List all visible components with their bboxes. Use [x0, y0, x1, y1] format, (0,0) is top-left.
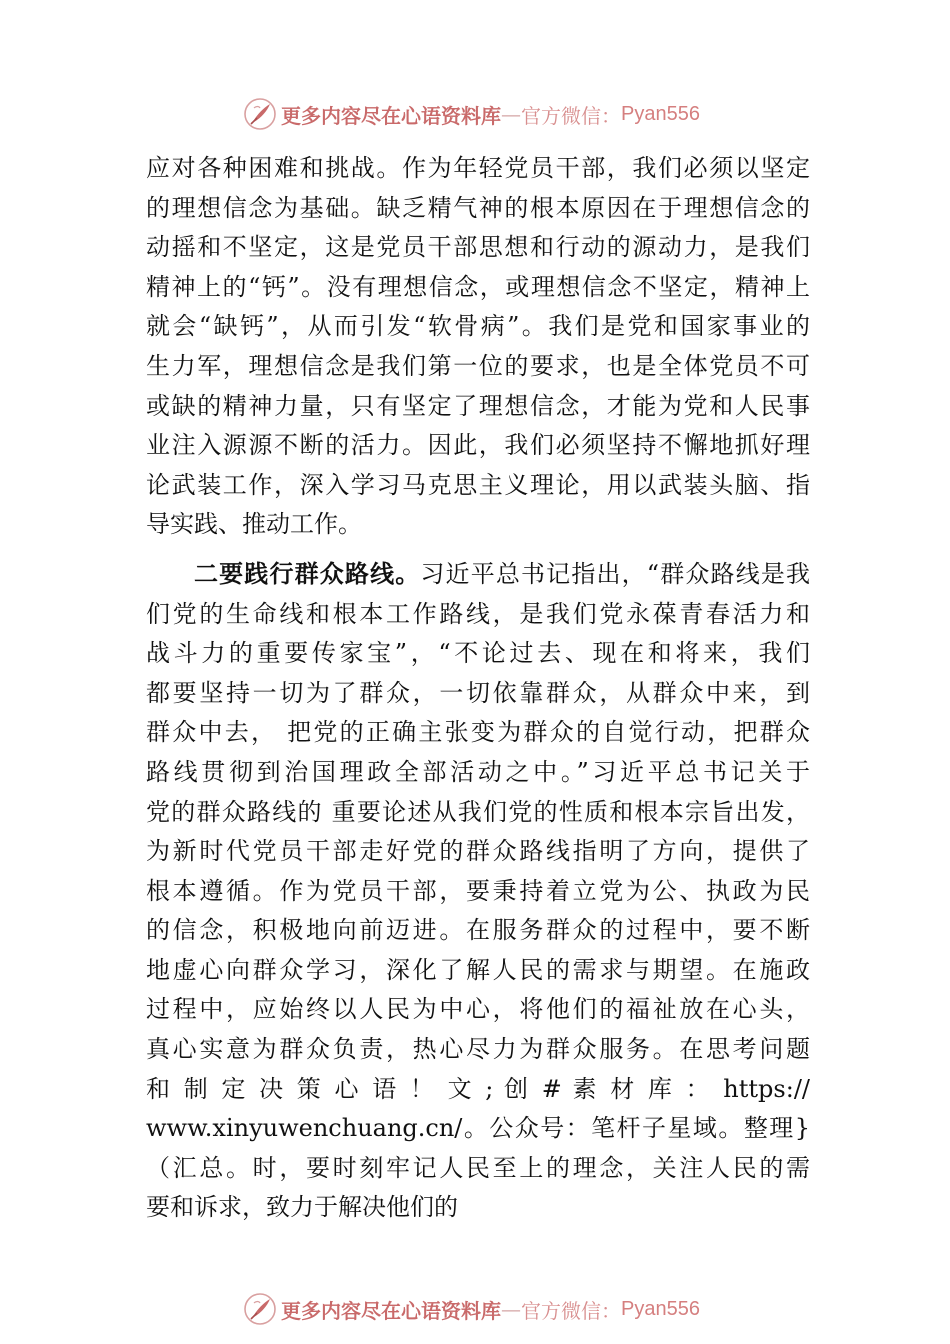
footer-watermark [243, 1291, 700, 1327]
text-line: 精神上的“钙”。没有理想信念，或理想信念不坚定，精神上 [146, 272, 810, 301]
text-line: 的信念，积极地向前迈进。在服务群众的过程中，要不断 [146, 916, 810, 945]
watermark-wechat-id: Pyan556 [621, 1297, 700, 1320]
text-line: 地虚心向群众学习，深化了解人民的需求与期望。在施政 [146, 955, 810, 984]
text-line: 论武装工作，深入学习马克思主义理论，用以武装头脑、指 [146, 470, 810, 499]
text-line: 业注入源源不断的活力。因此，我们必须坚持不懈地抓好理 [146, 431, 810, 460]
text-line: 为新时代党员干部走好党的群众路线指明了方向，提供了 [146, 837, 810, 866]
watermark-dash: — [501, 102, 521, 126]
watermark-brand: 更多内容尽在心语资料库 [281, 1298, 501, 1323]
text-line: 动摇和不坚定，这是党员干部思想和行动的源动力，是我们 [146, 233, 810, 262]
text-line: 们党的生命线和根本工作路线，是我们党永葆青春活力和 [146, 599, 810, 628]
text-line: 要和诉求，致力于解决他们的 [146, 1193, 458, 1222]
watermark-wechat-label: 官方微信： [521, 1298, 621, 1323]
paragraph-gap [146, 545, 810, 555]
text-line: 导实践、推动工作。 [146, 510, 362, 539]
text-line: 根本遵循。作为党员干部，要秉持着立党为公、执政为民 [146, 876, 810, 905]
text-line: （汇总。时，要时刻牢记人民至上的理念，关注人民的需 [146, 1153, 810, 1182]
header-watermark [243, 96, 700, 132]
text-line: 都要坚持一切为了群众，一切依靠群众，从群众中来，到 [146, 678, 810, 707]
text-line: 路线贯彻到治国理政全部活动之中。”习近平总书记关于 [146, 757, 810, 786]
watermark-wechat-id: Pyan556 [621, 102, 700, 125]
paragraph-2-first-line [146, 555, 810, 595]
text-line: 战斗力的重要传家宝”，“不论过去、现在和将来，我们 [146, 639, 810, 668]
text-line: 和 制 定 决 策 心 语 ！ 文 ; 创 # 素 材 库 ： https:// [146, 1074, 810, 1103]
watermark-brand: 更多内容尽在心语资料库 [281, 103, 501, 128]
text-line: 生力军，理想信念是我们第一位的要求，也是全体党员不可 [146, 351, 810, 380]
text-line: 的理想信念为基础。缺乏精气神的根本原因在于理想信念的 [146, 193, 810, 222]
section-heading: 二要践行群众路线。 [194, 559, 421, 588]
text-line: 过程中，应始终以人民为中心，将他们的福祉放在心头， [146, 995, 810, 1024]
watermark-dash: — [501, 1297, 521, 1321]
watermark-wechat-label: 官方微信： [521, 103, 621, 128]
text-line: 党的群众路线的 重要论述从我们党的性质和根本宗旨出发， [146, 797, 810, 826]
paragraph-2 [146, 555, 810, 1228]
text-line: 真心实意为群众负责，热心尽力为群众服务。在思考问题 [146, 1035, 810, 1064]
text-line: 群众中去， 把党的正确主张变为群众的自觉行动，把群众 [146, 718, 810, 747]
text-line: 或缺的精神力量，只有坚定了理想信念，才能为党和人民事 [146, 391, 810, 420]
quill-logo-icon [243, 97, 277, 131]
paragraph-1 [146, 149, 810, 545]
document-body [146, 149, 810, 1228]
text-line: 应对各种困难和挑战。作为年轻党员干部，我们必须以坚定 [146, 154, 810, 182]
text-line: www.xinyuwenchuang.cn/。公众号：笔杆子星域。整理} [146, 1114, 810, 1143]
text-line: 就会“缺钙”，从而引发“软骨病”。我们是党和国家事业的 [146, 312, 810, 341]
text-run: 习近平总书记指出，“群众路线是我 [420, 559, 810, 588]
quill-logo-icon [243, 1292, 277, 1326]
